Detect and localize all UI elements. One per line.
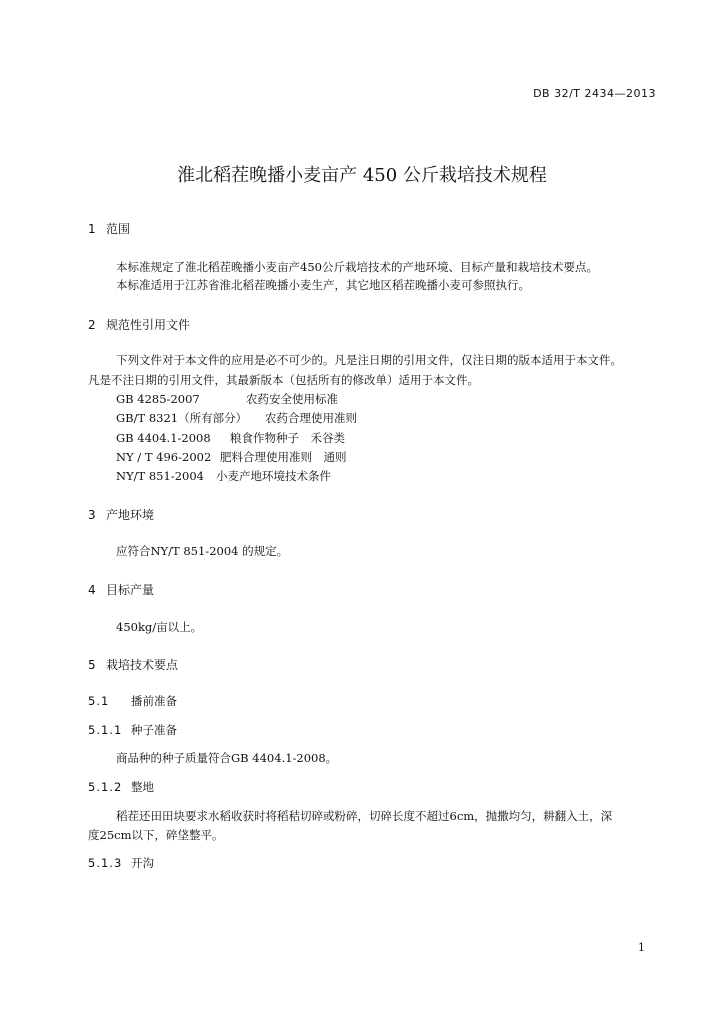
section-title: 规范性引用文件	[106, 318, 191, 332]
section-5-1-2-paragraph-line-1: 稻茬还田田块要求水稻收获时将稻秸切碎或粉碎，切碎长度不超过6cm，抛撒均匀，耕翻入土，深	[116, 809, 613, 823]
section-4-heading	[88, 581, 154, 598]
section-5-1-2-paragraph-line-2: 度25cm以下，碎垡整平。	[88, 828, 224, 842]
section-1-paragraph-1: 本标准规定了淮北稻茬晚播小麦亩产450公斤栽培技术的产地环境、目标产量和栽培技术要点。	[116, 260, 598, 274]
section-4-paragraph: 450kg/亩以上。	[116, 620, 203, 634]
reference-item	[116, 449, 347, 465]
section-title: 栽培技术要点	[106, 658, 179, 672]
reference-name: 农药合理使用准则	[265, 411, 357, 425]
section-2-paragraph-line-1: 下列文件对于本文件的应用是必不可少的。凡是注日期的引用文件，仅注日期的版本适用于本文件。	[116, 353, 622, 367]
section-1-heading	[88, 220, 130, 237]
reference-item	[116, 410, 357, 426]
reference-item	[116, 468, 331, 484]
section-number: 2	[88, 318, 96, 332]
reference-item	[116, 391, 338, 407]
reference-code: NY / T 496-2002	[116, 450, 212, 464]
reference-code: GB 4285-2007	[116, 392, 200, 406]
section-3-heading	[88, 506, 154, 523]
section-title: 开沟	[131, 856, 154, 870]
section-number: 5	[88, 658, 96, 672]
section-number: 4	[88, 583, 96, 597]
section-title: 范围	[106, 222, 131, 236]
reference-name: 粮食作物种子 禾谷类	[230, 431, 345, 445]
section-1-paragraph-2: 本标准适用于江苏省淮北稻茬晚播小麦生产，其它地区稻茬晚播小麦可参照执行。	[116, 278, 530, 292]
document-title: 淮北稻茬晚播小麦亩产 450 公斤栽培技术规程	[177, 165, 547, 186]
section-number: 5.1.1	[88, 723, 123, 737]
section-title: 种子准备	[131, 723, 177, 737]
section-title: 播前准备	[131, 694, 177, 708]
section-2-heading	[88, 316, 190, 333]
section-5-1-3-heading	[88, 855, 154, 871]
reference-name: 小麦产地环境技术条件	[216, 469, 331, 483]
section-number: 5.1.2	[88, 780, 123, 794]
reference-code: GB/T 8321（所有部分）	[116, 411, 248, 425]
section-number: 5.1.3	[88, 856, 123, 870]
reference-code: GB 4404.1-2008	[116, 431, 211, 445]
reference-code: NY/T 851-2004	[116, 469, 204, 483]
section-5-1-1-paragraph: 商品种的种子质量符合GB 4404.1-2008。	[116, 751, 338, 765]
section-5-heading	[88, 656, 178, 673]
page-number: 1	[638, 941, 645, 954]
section-number: 3	[88, 508, 96, 522]
reference-name: 农药安全使用标准	[246, 392, 338, 406]
section-5-1-heading	[88, 693, 177, 709]
document-code-header: DB 32/T 2434—2013	[533, 87, 656, 100]
section-title: 产地环境	[106, 508, 155, 522]
reference-name: 肥料合理使用准则 通则	[220, 450, 347, 464]
section-title: 目标产量	[106, 583, 155, 597]
section-5-1-2-heading	[88, 779, 154, 795]
section-number: 5.1	[88, 694, 110, 708]
section-5-1-1-heading	[88, 722, 177, 738]
section-title: 整地	[131, 780, 154, 794]
reference-item	[116, 430, 345, 446]
section-2-paragraph-line-2: 凡是不注日期的引用文件，其最新版本（包括所有的修改单）适用于本文件。	[88, 373, 479, 387]
section-3-paragraph: 应符合NY/T 851-2004 的规定。	[116, 544, 289, 558]
section-number: 1	[88, 222, 96, 236]
